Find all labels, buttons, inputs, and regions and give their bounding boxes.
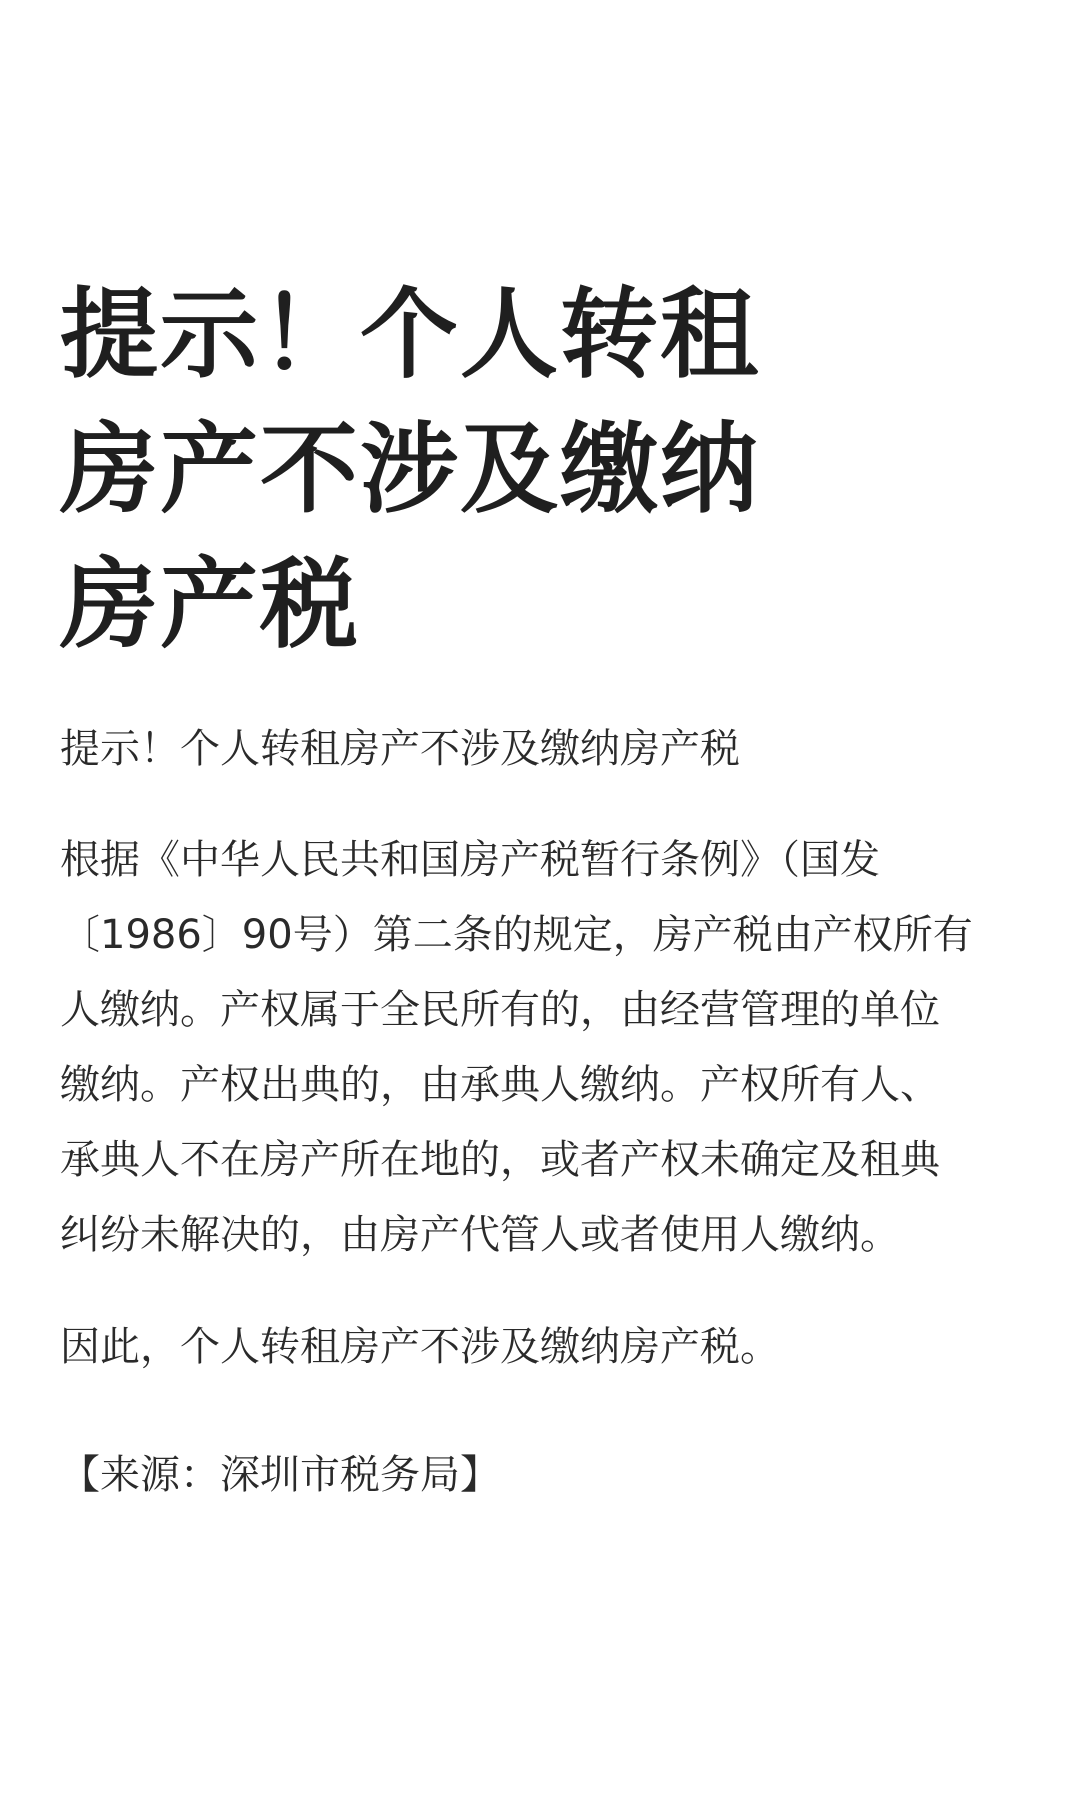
- body-line: 承典人不在房产所在地的，或者产权未确定及租典: [60, 1137, 940, 1183]
- article-title-line: 房产税: [60, 548, 361, 662]
- body-line: 〔1986〕90号）第二条的规定，房产税由产权所有: [60, 912, 973, 958]
- body-line: 纠纷未解决的，由房产代管人或者使用人缴纳。: [60, 1212, 900, 1258]
- article-title-line: 房产不涉及缴纳: [60, 413, 761, 527]
- body-line: 人缴纳。产权属于全民所有的，由经营管理的单位: [60, 987, 940, 1033]
- article-source: 【来源：深圳市税务局】: [60, 1452, 500, 1498]
- body-line: 根据《中华人民共和国房产税暂行条例》（国发: [60, 837, 880, 883]
- article-title-line: 提示！个人转租: [60, 278, 761, 392]
- body-line: 缴纳。产权出典的，由承典人缴纳。产权所有人、: [60, 1062, 940, 1108]
- article-subtitle: 提示！个人转租房产不涉及缴纳房产税: [60, 726, 740, 772]
- article-conclusion: 因此，个人转租房产不涉及缴纳房产税。: [60, 1324, 780, 1370]
- article-body-paragraph: [60, 823, 1020, 1273]
- article-title: [60, 268, 1020, 673]
